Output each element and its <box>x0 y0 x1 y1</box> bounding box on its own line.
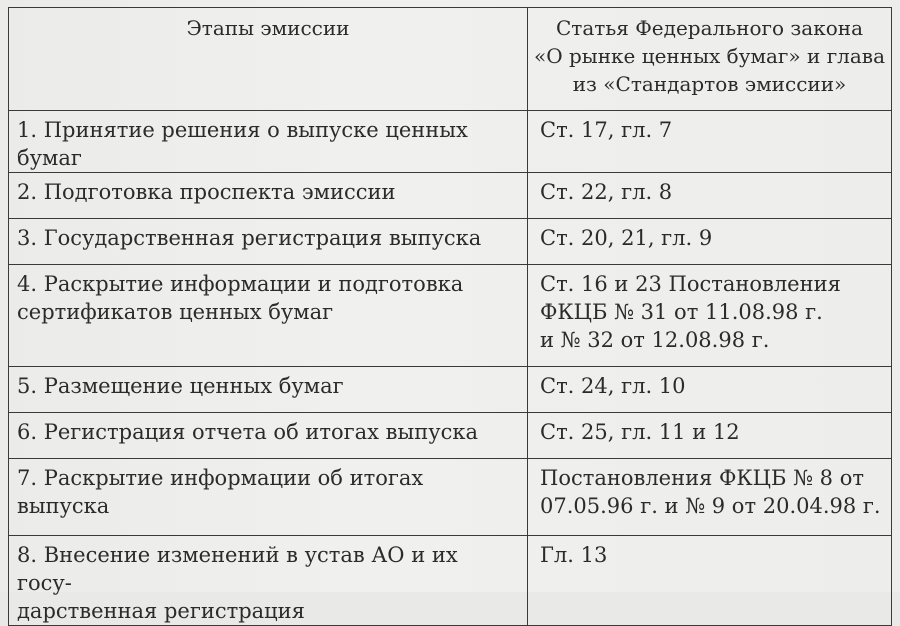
header-law-article: Статья Федерального закона «О рынке ценных бумаг» и глава из «Стандартов эмиссии» <box>528 8 892 111</box>
table-row <box>9 413 892 459</box>
law-cell: Ст. 20, 21, гл. 9 <box>528 219 892 265</box>
table-row <box>9 173 892 219</box>
table-row <box>9 459 892 536</box>
table-row <box>9 367 892 413</box>
law-cell: Постановления ФКЦБ № 8 от 07.05.96 г. и № 9 от 20.04.98 г. <box>528 459 892 536</box>
stage-cell: 2. Подготовка проспекта эмиссии <box>9 173 528 219</box>
law-cell: Гл. 13 <box>528 536 892 626</box>
law-cell: Ст. 24, гл. 10 <box>528 367 892 413</box>
header-stages: Этапы эмиссии <box>9 8 528 111</box>
stage-cell: 1. Принятие решения о выпуске ценных бумаг <box>9 111 528 173</box>
stage-cell: 8. Внесение изменений в устав АО и их госу- дарственная регистрация <box>9 536 528 626</box>
law-cell: Ст. 25, гл. 11 и 12 <box>528 413 892 459</box>
table-row <box>9 219 892 265</box>
stage-cell: 5. Размещение ценных бумаг <box>9 367 528 413</box>
emission-stages-table <box>8 7 892 626</box>
table-row <box>9 111 892 173</box>
stage-cell: 7. Раскрытие информации об итогах выпуска <box>9 459 528 536</box>
stage-cell: 6. Регистрация отчета об итогах выпуска <box>9 413 528 459</box>
table-row <box>9 265 892 367</box>
stage-cell: 4. Раскрытие информации и подготовка сертификатов ценных бумаг <box>9 265 528 367</box>
law-cell: Ст. 22, гл. 8 <box>528 173 892 219</box>
table-header-row <box>9 8 892 111</box>
law-cell: Ст. 16 и 23 Постановления ФКЦБ № 31 от 11.08.98 г. и № 32 от 12.08.98 г. <box>528 265 892 367</box>
law-cell: Ст. 17, гл. 7 <box>528 111 892 173</box>
stage-cell: 3. Государственная регистрация выпуска <box>9 219 528 265</box>
table-row <box>9 536 892 626</box>
